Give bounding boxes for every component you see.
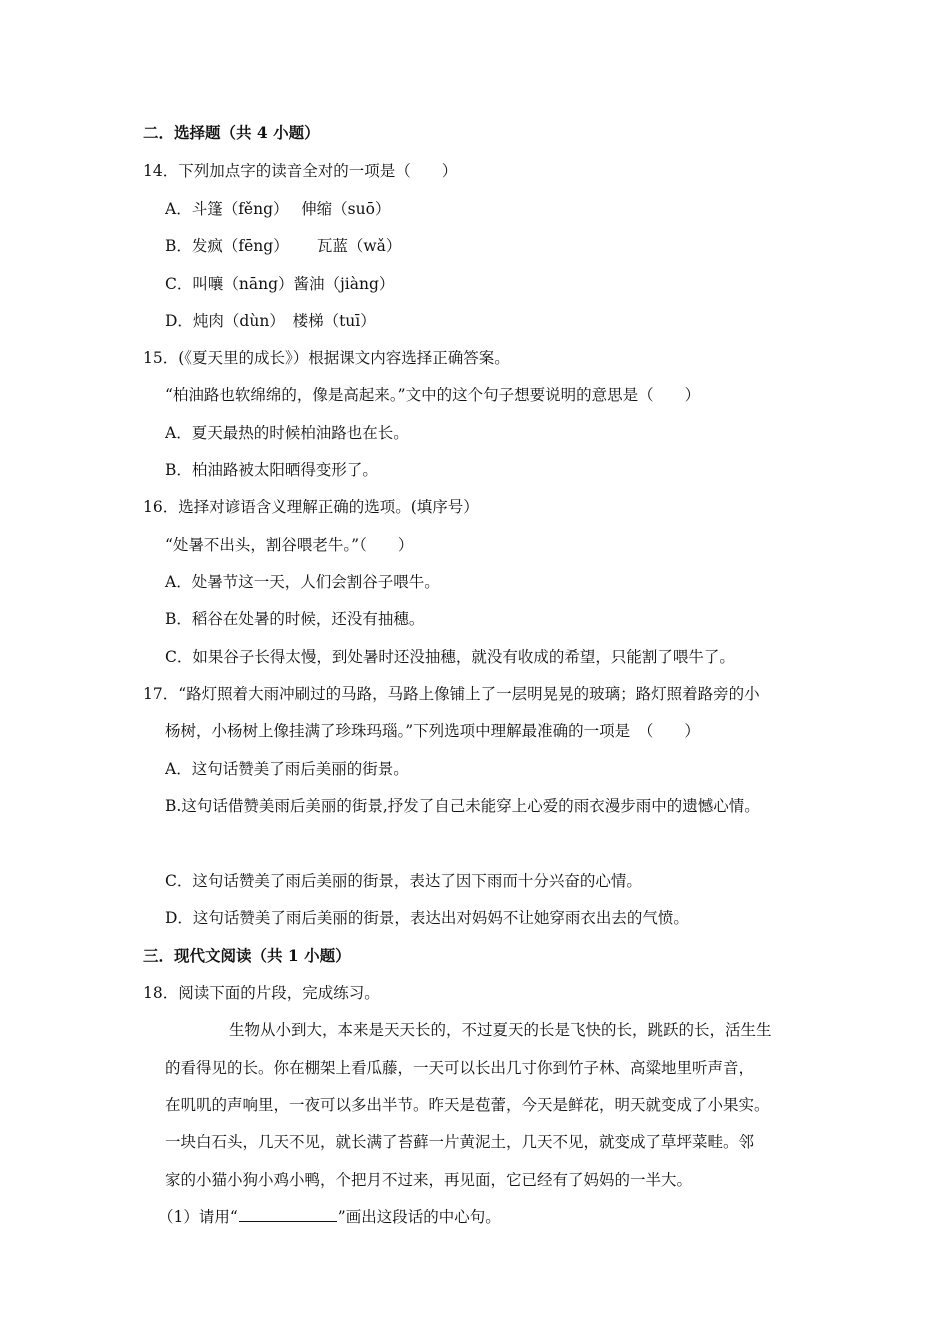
question-17-stem-line1: 17．“路灯照着大雨冲刷过的马路，马路上像铺上了一层明晃晃的玻璃；路灯照着路旁的小 <box>143 685 760 703</box>
question-15-stem: 15．(《夏天里的成长》）根据课文内容选择正确答案。 <box>143 349 510 367</box>
question-14-option-a: A．斗篷（fěng） 伸缩（suō） <box>165 200 391 218</box>
passage-line: 在叽叽的声响里，一夜可以多出半节。昨天是苞蕾，今天是鲜花，明天就变成了小果实。 <box>165 1096 770 1114</box>
passage-line: 的看得见的长。你在棚架上看瓜藤，一天可以长出几寸你到竹子林、高粱地里听声音， <box>165 1059 755 1077</box>
passage-line: 家的小猫小狗小鸡小鸭，个把月不过来，再见面，它已经有了妈妈的一半大。 <box>165 1171 693 1189</box>
question-17-option-b: B.这句话借赞美雨后美丽的街景,抒发了自己未能穿上心爱的雨衣漫步雨中的遗憾心情。 <box>165 797 760 815</box>
question-16-sub: “处暑不出头，割谷喂老牛。”（ ） <box>165 536 414 554</box>
question-14-stem: 14．下列加点字的读音全对的一项是（ ） <box>143 162 458 180</box>
question-15-sub: “柏油路也软绵绵的，像是高起来。”文中的这个句子想要说明的意思是（ ） <box>165 386 701 404</box>
question-18-task-1 <box>158 1207 501 1227</box>
question-15-option-b: B．柏油路被太阳晒得变形了。 <box>165 461 378 479</box>
task-text-after: ”画出这段话的中心句。 <box>337 1208 501 1226</box>
question-16-option-b: B．稻谷在处暑的时候，还没有抽穗。 <box>165 610 425 628</box>
answer-blank-line <box>239 1207 337 1222</box>
passage-line: 生物从小到大，本来是天天长的，不过夏天的长是飞快的长，跳跃的长，活生生 <box>229 1021 772 1039</box>
question-18-stem: 18．阅读下面的片段，完成练习。 <box>143 984 380 1002</box>
question-17-stem-line2: 杨树，小杨树上像挂满了珍珠玛瑙。”下列选项中理解最准确的一项是 （ ） <box>165 722 700 740</box>
question-17-option-c: C．这句话赞美了雨后美丽的街景，表达了因下雨而十分兴奋的心情。 <box>165 872 642 890</box>
task-text-before: （1）请用“ <box>158 1208 238 1226</box>
question-17-option-a: A．这句话赞美了雨后美丽的街景。 <box>165 760 409 778</box>
question-14-option-d: D．炖肉（dùn） 楼梯（tuī） <box>165 312 376 330</box>
question-16-option-c: C．如果谷子长得太慢，到处暑时还没抽穗，就没有收成的希望，只能割了喂牛了。 <box>165 648 735 666</box>
question-14-option-b: B．发疯（fēng） 瓦蓝（wǎ） <box>165 237 402 255</box>
question-14-option-c: C．叫嚷（nāng）酱油（jiàng） <box>165 275 395 293</box>
question-16-stem: 16．选择对谚语含义理解正确的选项。(填序号） <box>143 498 479 516</box>
question-15-option-a: A．夏天最热的时候柏油路也在长。 <box>165 424 409 442</box>
passage-line: 一块白石头，几天不见，就长满了苔藓一片黄泥土，几天不见，就变成了草坪菜畦。邻 <box>165 1133 755 1151</box>
section-heading-reading: 三．现代文阅读（共 1 小题） <box>143 946 351 965</box>
question-16-option-a: A．处暑节这一天，人们会割谷子喂牛。 <box>165 573 440 591</box>
question-17-option-d: D．这句话赞美了雨后美丽的街景，表达出对妈妈不让她穿雨衣出去的气愤。 <box>165 909 689 927</box>
section-heading-choice: 二．选择题（共 4 小题） <box>143 123 320 142</box>
